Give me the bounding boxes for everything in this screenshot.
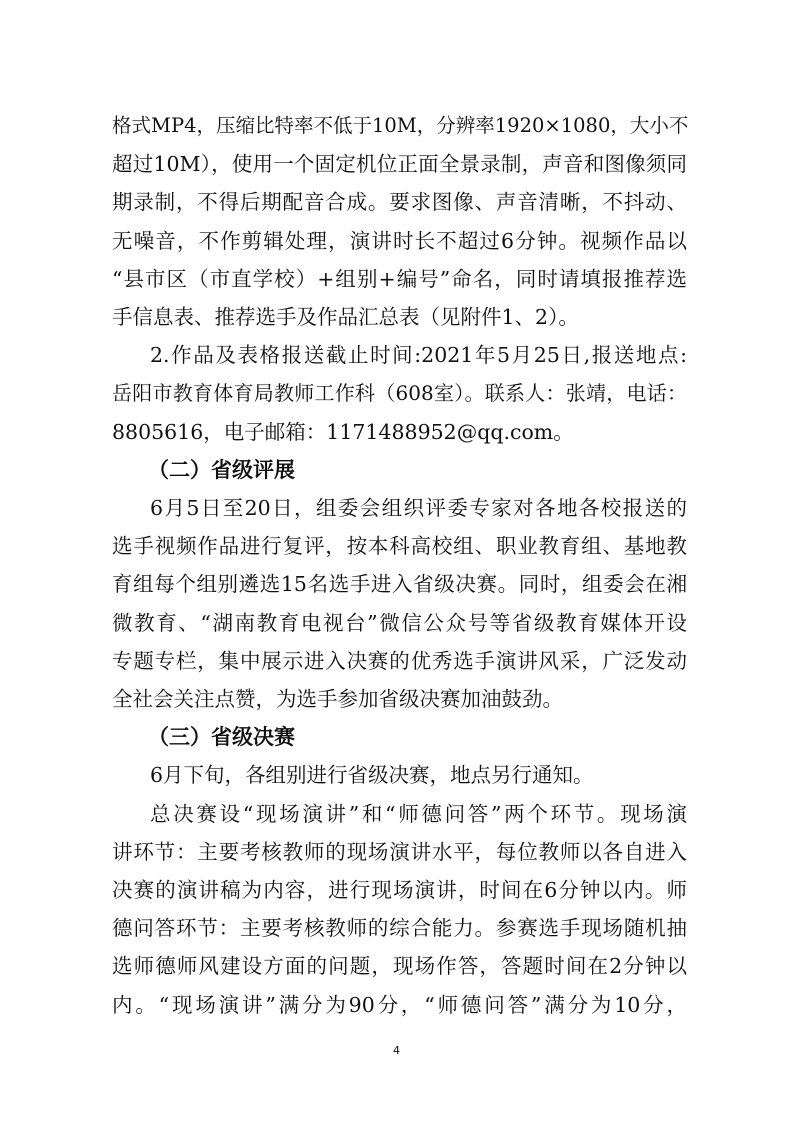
- paragraph-line: 超过10M），使用一个固定机位正面全景录制，声音和图像须同: [112, 152, 687, 177]
- section-heading: （三）省级决赛: [148, 725, 295, 750]
- paragraph-line: 德问答环节：主要考核教师的综合能力。参赛选手现场随机抽: [112, 916, 687, 941]
- paragraph-line: 手信息表、推荐选手及作品汇总表（见附件1、2）。: [112, 305, 579, 329]
- paragraph-line: “县市区（市直学校）+组别+编号”命名，同时请填报推荐选: [112, 266, 687, 291]
- paragraph-line: 总决赛设“现场演讲”和“师德问答”两个环节。现场演: [150, 801, 687, 826]
- paragraph-line: 微教育、“湖南教育电视台”微信公众号等省级教育媒体开设: [112, 610, 687, 635]
- paragraph-line: 选手视频作品进行复评，按本科高校组、职业教育组、基地教: [112, 534, 687, 559]
- paragraph-line: 期录制，不得后期配音合成。要求图像、声音清晰，不抖动、: [112, 190, 687, 215]
- paragraph-line: 2.作品及表格报送截止时间:2021年5月25日,报送地点:: [150, 343, 687, 368]
- paragraph-line: 讲环节：主要考核教师的现场演讲水平，每位教师以各自进入: [112, 839, 687, 864]
- paragraph-line: 育组每个组别遴选15名选手进入省级决赛。同时，组委会在湘: [112, 572, 687, 597]
- paragraph-line: 格式MP4，压缩比特率不低于10M，分辨率1920×1080，大小不: [112, 114, 689, 137]
- paragraph-line: 8805616，电子邮箱：1171488952@qq.com。: [112, 419, 574, 444]
- section-heading: （二）省级评展: [148, 457, 295, 482]
- paragraph-line: 6月5日至20日，组委会组织评委专家对各地各校报送的: [150, 496, 687, 520]
- paragraph-line: 决赛的演讲稿为内容，进行现场演讲，时间在6分钟以内。师: [112, 878, 687, 902]
- paragraph-line: 全社会关注点赞，为选手参加省级决赛加油鼓劲。: [112, 687, 563, 711]
- paragraph-line: 岳阳市教育体育局教师工作科（608室）。联系人：张靖，电话：: [112, 381, 687, 406]
- paragraph-line: 无噪音，不作剪辑处理，演讲时长不超过6分钟。视频作品以: [112, 228, 687, 253]
- paragraph-line: 6月下旬，各组别进行省级决赛，地点另行通知。: [150, 763, 594, 788]
- page-number: 4: [393, 1044, 400, 1057]
- paragraph-line: 专题专栏，集中展示进入决赛的优秀选手演讲风采，广泛发动: [112, 648, 687, 673]
- paragraph-line: 内。“现场演讲”满分为90分，“师德问答”满分为10分，: [112, 992, 687, 1017]
- paragraph-line: 选师德师风建设方面的问题，现场作答，答题时间在2分钟以: [112, 954, 687, 979]
